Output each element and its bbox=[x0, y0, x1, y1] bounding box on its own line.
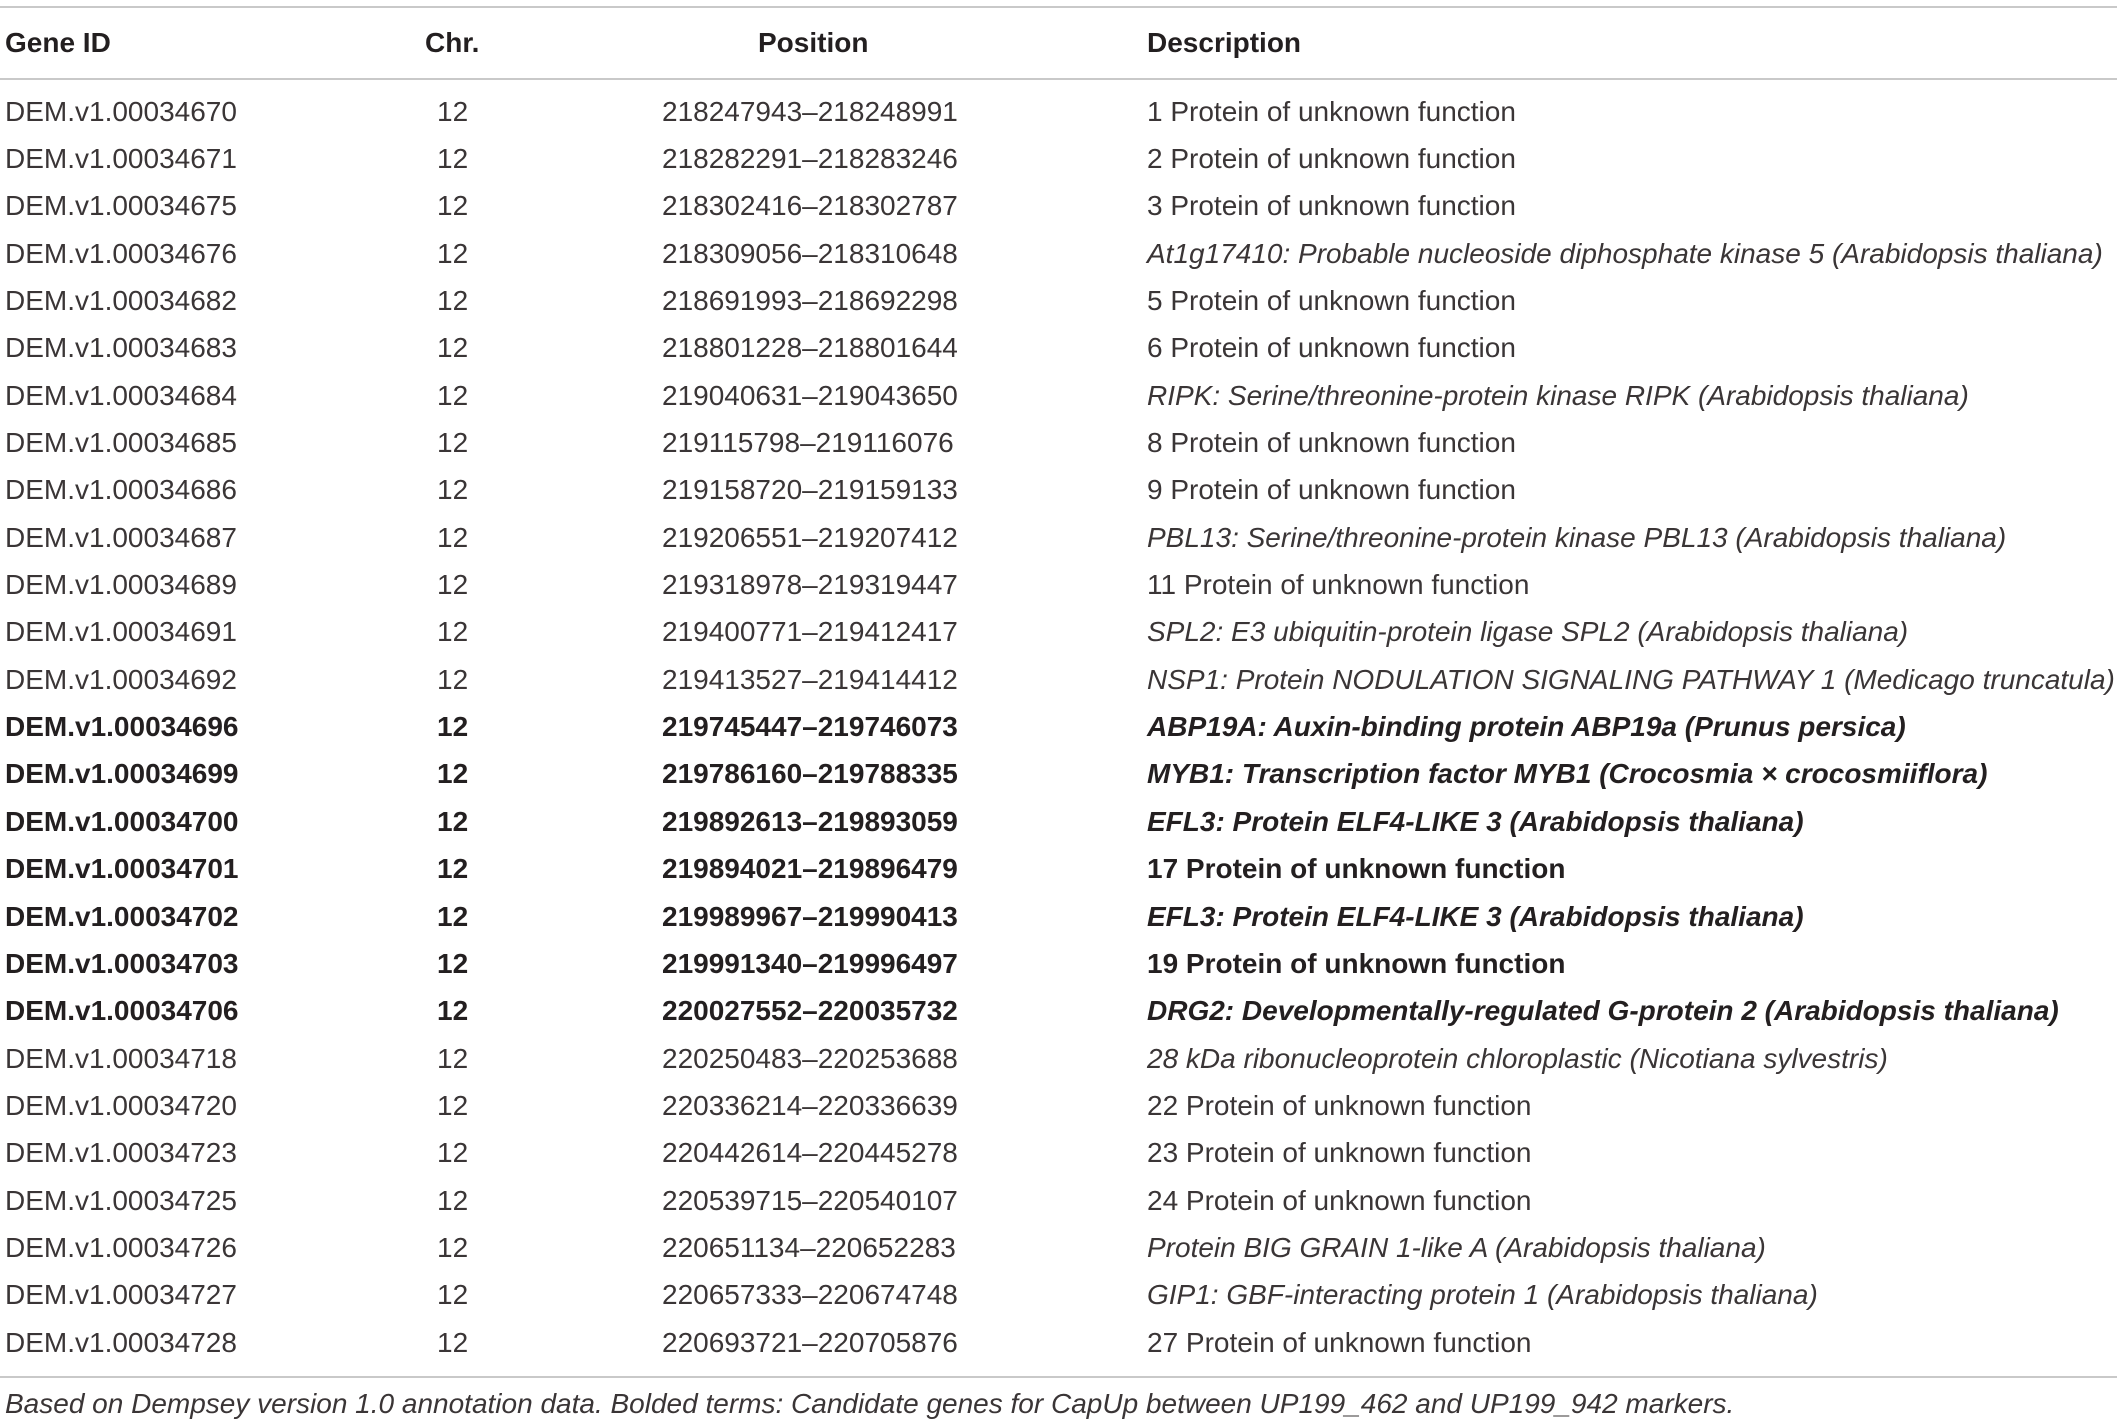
cell-chr: 12 bbox=[437, 237, 469, 269]
cell-description: Protein BIG GRAIN 1-like A (Arabidopsis thaliana) bbox=[1147, 1231, 1766, 1263]
cell-description: 6 Protein of unknown function bbox=[1147, 332, 1516, 364]
cell-chr: 12 bbox=[437, 1184, 469, 1216]
cell-description: 5 Protein of unknown function bbox=[1147, 285, 1516, 317]
cell-description: EFL3: Protein ELF4-LIKE 3 (Arabidopsis thaliana) bbox=[1147, 805, 1804, 837]
cell-gene-id: DEM.v1.00034684 bbox=[5, 379, 237, 411]
table-row bbox=[0, 1035, 2117, 1082]
cell-chr: 12 bbox=[437, 569, 469, 601]
table-body bbox=[0, 78, 2117, 1366]
cell-description: GIP1: GBF-interacting protein 1 (Arabidopsis thaliana) bbox=[1147, 1279, 1818, 1311]
cell-gene-id: DEM.v1.00034706 bbox=[5, 995, 239, 1027]
table-row bbox=[0, 135, 2117, 182]
cell-gene-id: DEM.v1.00034720 bbox=[5, 1089, 237, 1121]
cell-description: 24 Protein of unknown function bbox=[1147, 1184, 1532, 1216]
table-footnote: Based on Dempsey version 1.0 annotation data. Bolded terms: Candidate genes for CapUp between UP199_462 and UP199_942 markers. bbox=[5, 1388, 1735, 1419]
cell-description: PBL13: Serine/threonine-protein kinase PBL13 (Arabidopsis thaliana) bbox=[1147, 521, 2007, 553]
cell-position: 220442614–220445278 bbox=[662, 1137, 958, 1169]
bottom-rule bbox=[0, 1376, 2117, 1378]
cell-position: 218309056–218310648 bbox=[662, 237, 958, 269]
cell-gene-id: DEM.v1.00034727 bbox=[5, 1279, 237, 1311]
table-row bbox=[0, 1082, 2117, 1129]
header-gene-id: Gene ID bbox=[5, 27, 111, 58]
table-row bbox=[0, 514, 2117, 561]
cell-gene-id: DEM.v1.00034701 bbox=[5, 853, 239, 885]
table-row bbox=[0, 277, 2117, 324]
cell-chr: 12 bbox=[437, 190, 469, 222]
cell-position: 218302416–218302787 bbox=[662, 190, 958, 222]
table-row bbox=[0, 78, 2117, 135]
cell-chr: 12 bbox=[437, 1279, 469, 1311]
cell-gene-id: DEM.v1.00034723 bbox=[5, 1137, 237, 1169]
cell-description: EFL3: Protein ELF4-LIKE 3 (Arabidopsis thaliana) bbox=[1147, 900, 1804, 932]
cell-chr: 12 bbox=[437, 379, 469, 411]
cell-description: 22 Protein of unknown function bbox=[1147, 1089, 1532, 1121]
cell-description: ABP19A: Auxin-binding protein ABP19a (Prunus persica) bbox=[1147, 711, 1906, 743]
cell-description: 28 kDa ribonucleoprotein chloroplastic (Nicotiana sylvestris) bbox=[1147, 1042, 1888, 1074]
cell-description: 8 Protein of unknown function bbox=[1147, 427, 1516, 459]
cell-chr: 12 bbox=[437, 663, 469, 695]
table-header bbox=[0, 8, 2117, 78]
table-row bbox=[0, 798, 2117, 845]
header-description: Description bbox=[1147, 27, 1302, 58]
table-row bbox=[0, 183, 2117, 230]
cell-gene-id: DEM.v1.00034718 bbox=[5, 1042, 237, 1074]
table-row bbox=[0, 372, 2117, 419]
cell-gene-id: DEM.v1.00034683 bbox=[5, 332, 237, 364]
table-row bbox=[0, 325, 2117, 372]
cell-gene-id: DEM.v1.00034676 bbox=[5, 237, 237, 269]
cell-position: 219206551–219207412 bbox=[662, 521, 958, 553]
table-row bbox=[0, 751, 2117, 798]
cell-gene-id: DEM.v1.00034686 bbox=[5, 474, 237, 506]
cell-description: 3 Protein of unknown function bbox=[1147, 190, 1516, 222]
cell-position: 219894021–219896479 bbox=[662, 853, 958, 885]
cell-gene-id: DEM.v1.00034728 bbox=[5, 1326, 237, 1358]
table-row bbox=[0, 1319, 2117, 1366]
table-row bbox=[0, 609, 2117, 656]
cell-description: RIPK: Serine/threonine-protein kinase RIPK (Arabidopsis thaliana) bbox=[1147, 379, 1969, 411]
cell-chr: 12 bbox=[437, 95, 469, 127]
table-row bbox=[0, 703, 2117, 750]
table-row bbox=[0, 893, 2117, 940]
cell-description: MYB1: Transcription factor MYB1 (Crocosmia × crocosmiiflora) bbox=[1147, 758, 1988, 790]
table-row bbox=[0, 940, 2117, 987]
cell-gene-id: DEM.v1.00034725 bbox=[5, 1184, 237, 1216]
cell-chr: 12 bbox=[437, 1137, 469, 1169]
cell-position: 220693721–220705876 bbox=[662, 1326, 958, 1358]
cell-chr: 12 bbox=[437, 1042, 469, 1074]
cell-chr: 12 bbox=[437, 711, 469, 743]
cell-gene-id: DEM.v1.00034675 bbox=[5, 190, 237, 222]
cell-position: 220651134–220652283 bbox=[662, 1231, 956, 1263]
table-row bbox=[0, 988, 2117, 1035]
cell-position: 219892613–219893059 bbox=[662, 805, 958, 837]
table-row bbox=[0, 1272, 2117, 1319]
cell-description: 27 Protein of unknown function bbox=[1147, 1326, 1532, 1358]
cell-description: 2 Protein of unknown function bbox=[1147, 143, 1516, 175]
cell-gene-id: DEM.v1.00034682 bbox=[5, 285, 237, 317]
cell-gene-id: DEM.v1.00034696 bbox=[5, 711, 239, 743]
table-row bbox=[0, 419, 2117, 466]
cell-gene-id: DEM.v1.00034671 bbox=[5, 143, 237, 175]
cell-position: 218247943–218248991 bbox=[662, 95, 958, 127]
cell-description: At1g17410: Probable nucleoside diphosphate kinase 5 (Arabidopsis thaliana) bbox=[1147, 237, 2103, 269]
cell-position: 220027552–220035732 bbox=[662, 995, 958, 1027]
cell-chr: 12 bbox=[437, 616, 469, 648]
cell-chr: 12 bbox=[437, 1231, 469, 1263]
table-row bbox=[0, 561, 2117, 608]
cell-gene-id: DEM.v1.00034691 bbox=[5, 616, 237, 648]
cell-chr: 12 bbox=[437, 947, 469, 979]
cell-gene-id: DEM.v1.00034703 bbox=[5, 947, 239, 979]
cell-position: 219400771–219412417 bbox=[662, 616, 958, 648]
header-row bbox=[0, 8, 2117, 78]
table-row bbox=[0, 1130, 2117, 1177]
cell-description: 9 Protein of unknown function bbox=[1147, 474, 1516, 506]
cell-position: 220657333–220674748 bbox=[662, 1279, 958, 1311]
cell-position: 218282291–218283246 bbox=[662, 143, 958, 175]
cell-description: 1 Protein of unknown function bbox=[1147, 95, 1516, 127]
cell-description: SPL2: E3 ubiquitin-protein ligase SPL2 (Arabidopsis thaliana) bbox=[1147, 616, 1909, 648]
table-row bbox=[0, 1224, 2117, 1271]
cell-chr: 12 bbox=[437, 332, 469, 364]
table-row bbox=[0, 1177, 2117, 1224]
cell-description: DRG2: Developmentally-regulated G-protein 2 (Arabidopsis thaliana) bbox=[1147, 995, 2059, 1027]
cell-chr: 12 bbox=[437, 521, 469, 553]
cell-gene-id: DEM.v1.00034726 bbox=[5, 1231, 237, 1263]
cell-position: 219745447–219746073 bbox=[662, 711, 958, 743]
table-row bbox=[0, 230, 2117, 277]
cell-gene-id: DEM.v1.00034687 bbox=[5, 521, 237, 553]
cell-chr: 12 bbox=[437, 1326, 469, 1358]
table-row bbox=[0, 846, 2117, 893]
header-rule bbox=[0, 78, 2117, 80]
cell-gene-id: DEM.v1.00034699 bbox=[5, 758, 239, 790]
cell-position: 219786160–219788335 bbox=[662, 758, 958, 790]
gene-table bbox=[0, 8, 2117, 1366]
cell-chr: 12 bbox=[437, 853, 469, 885]
cell-description: 17 Protein of unknown function bbox=[1147, 853, 1566, 885]
cell-description: 19 Protein of unknown function bbox=[1147, 947, 1566, 979]
cell-chr: 12 bbox=[437, 758, 469, 790]
cell-position: 218691993–218692298 bbox=[662, 285, 958, 317]
cell-position: 219318978–219319447 bbox=[662, 569, 958, 601]
cell-position: 219040631–219043650 bbox=[662, 379, 958, 411]
cell-description: 11 Protein of unknown function bbox=[1147, 569, 1530, 601]
cell-chr: 12 bbox=[437, 995, 469, 1027]
header-position: Position bbox=[758, 27, 869, 58]
cell-position: 219158720–219159133 bbox=[662, 474, 958, 506]
cell-position: 220250483–220253688 bbox=[662, 1042, 958, 1074]
cell-gene-id: DEM.v1.00034685 bbox=[5, 427, 237, 459]
cell-position: 219989967–219990413 bbox=[662, 900, 958, 932]
cell-chr: 12 bbox=[437, 427, 469, 459]
cell-position: 220539715–220540107 bbox=[662, 1184, 958, 1216]
cell-chr: 12 bbox=[437, 1089, 469, 1121]
cell-chr: 12 bbox=[437, 805, 469, 837]
cell-description: NSP1: Protein NODULATION SIGNALING PATHWAY 1 (Medicago truncatula) bbox=[1147, 663, 2115, 695]
table-row bbox=[0, 656, 2117, 703]
cell-gene-id: DEM.v1.00034670 bbox=[5, 95, 237, 127]
cell-chr: 12 bbox=[437, 474, 469, 506]
cell-gene-id: DEM.v1.00034689 bbox=[5, 569, 237, 601]
cell-chr: 12 bbox=[437, 143, 469, 175]
table-row bbox=[0, 467, 2117, 514]
header-chr: Chr. bbox=[425, 27, 480, 58]
gene-table-container bbox=[0, 6, 2117, 1366]
cell-gene-id: DEM.v1.00034702 bbox=[5, 900, 239, 932]
cell-description: 23 Protein of unknown function bbox=[1147, 1137, 1532, 1169]
cell-position: 219413527–219414412 bbox=[662, 663, 958, 695]
cell-position: 218801228–218801644 bbox=[662, 332, 958, 364]
cell-chr: 12 bbox=[437, 900, 469, 932]
cell-chr: 12 bbox=[437, 285, 469, 317]
cell-position: 219991340–219996497 bbox=[662, 947, 958, 979]
cell-gene-id: DEM.v1.00034692 bbox=[5, 663, 237, 695]
cell-gene-id: DEM.v1.00034700 bbox=[5, 805, 239, 837]
cell-position: 219115798–219116076 bbox=[662, 427, 954, 459]
cell-position: 220336214–220336639 bbox=[662, 1089, 958, 1121]
